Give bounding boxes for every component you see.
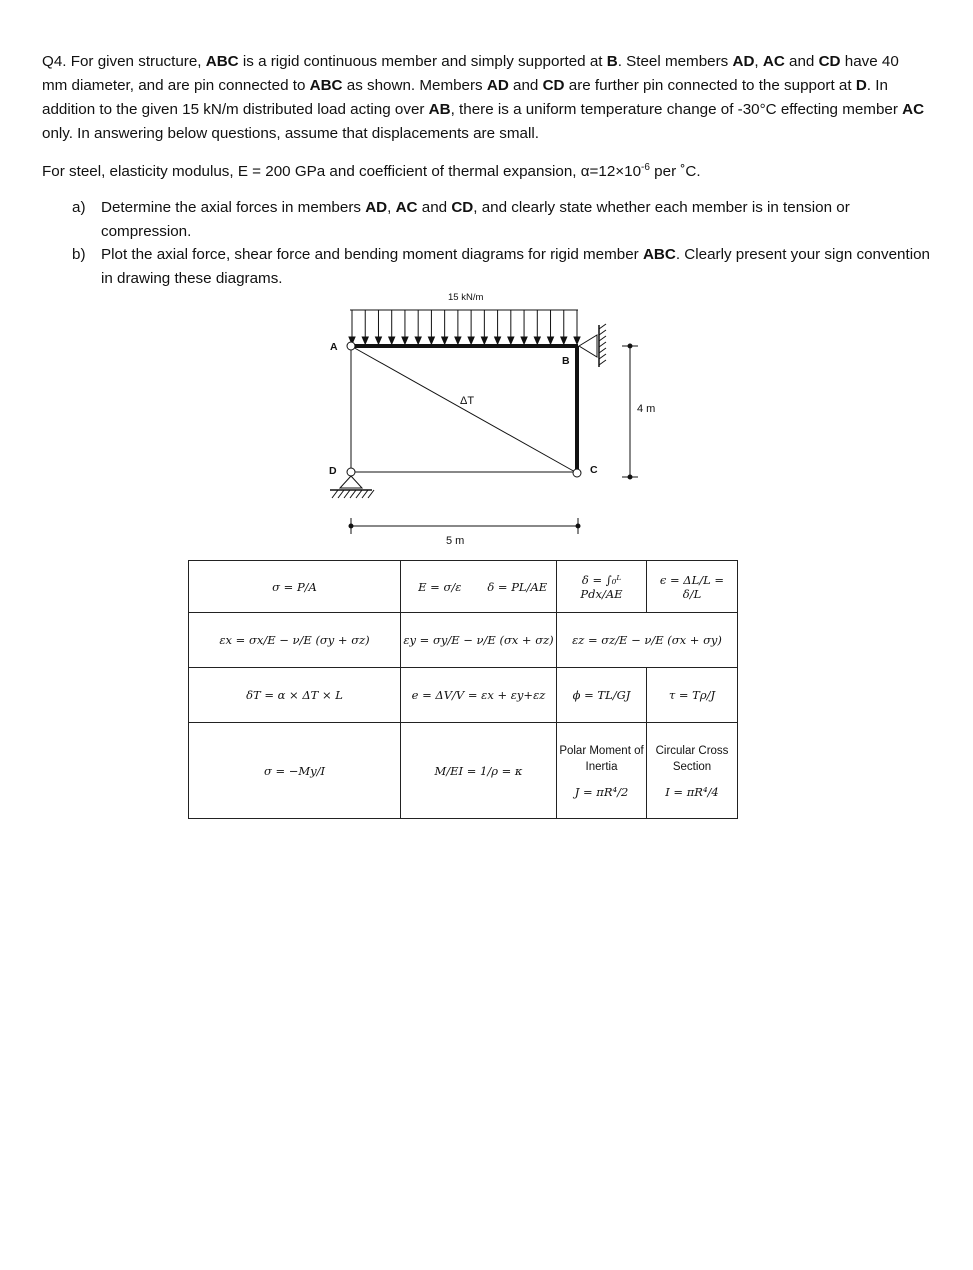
intro-bold: AB	[428, 101, 451, 118]
load-label: 15 kN/m	[448, 292, 484, 303]
props-tail: per ˚C.	[649, 163, 701, 180]
load-arrow-head	[561, 337, 567, 344]
intro-text: have 40 mm diameter, and are pin connected to	[42, 53, 899, 94]
intro-text: ,	[754, 53, 763, 70]
node-b-label: B	[562, 355, 570, 367]
props-text: For steel, elasticity modulus, E = 200 GPa and coefficient of thermal expansion, α=12×10	[42, 163, 642, 180]
intro-bold: ABC	[205, 53, 239, 70]
qa-bold: AD	[365, 199, 388, 216]
load-arrow-head	[415, 337, 421, 344]
load-arrow-head	[468, 337, 474, 344]
height-label: 4 m	[637, 403, 656, 415]
load-arrow-head	[455, 337, 461, 344]
intro-bold: AC	[902, 101, 925, 118]
formula-strain-y: εy = σy/E − ν/E (σx + σz)	[401, 613, 557, 668]
width-label: 5 m	[446, 535, 465, 547]
intro-bold: D	[855, 77, 867, 94]
question-a	[72, 196, 932, 244]
formula-row	[189, 613, 738, 668]
qa-text: and	[417, 199, 452, 216]
formula-flexure-stress: σ = −My/I	[189, 723, 401, 819]
intro-bold: AD	[486, 77, 509, 94]
question-a-text	[101, 196, 932, 244]
formula-row	[189, 668, 738, 723]
intro-text: only. In answering below questions, assume that displacements are small.	[42, 125, 539, 142]
material-properties	[42, 160, 701, 184]
pin-a	[347, 342, 355, 350]
formula-grid	[188, 560, 738, 819]
load-arrow-head	[521, 337, 527, 344]
formula-integral-deformation: δ = ∫₀ᴸ Pdx/AE	[557, 561, 647, 613]
pin-c	[573, 469, 581, 477]
intro-text: Q4. For given structure,	[42, 53, 206, 70]
intro-bold: AD	[732, 53, 755, 70]
polar-moment-title: Polar Moment of Inertia	[559, 744, 644, 773]
qa-bold: AC	[395, 199, 418, 216]
member-ac	[351, 346, 577, 473]
formula-row	[189, 561, 738, 613]
structure-diagram	[300, 285, 660, 555]
load-arrow-head	[362, 337, 368, 344]
formula-strain-x: εx = σx/E − ν/E (σy + σz)	[189, 613, 401, 668]
question-b-label: b)	[72, 246, 86, 263]
intro-text: are further pin connected to the support at	[564, 77, 856, 94]
intro-text: and	[784, 53, 819, 70]
question-b	[72, 243, 932, 291]
load-arrow-head	[442, 337, 448, 344]
load-arrow-head	[402, 337, 408, 344]
intro-text: . Steel members	[617, 53, 733, 70]
load-arrow-head	[428, 337, 434, 344]
formula-modulus: E = σ/ε	[418, 579, 462, 594]
load-arrow-head	[389, 337, 395, 344]
formula-deformation: δ = PL/AE	[487, 579, 548, 594]
load-arrow-head	[534, 337, 540, 344]
intro-bold: CD	[542, 77, 565, 94]
formula-normal-stress: σ = P/A	[189, 561, 401, 613]
formula-strain: ϵ = ΔL/L = δ/L	[647, 561, 738, 613]
formula-dilatation: e = ΔV/V = εx + εy+εz	[401, 668, 557, 723]
intro-paragraph	[42, 50, 927, 146]
circular-section-title: Circular Cross Section	[655, 744, 729, 773]
intro-bold: AC	[762, 53, 785, 70]
structure-drawing	[300, 285, 660, 555]
temperature-label: ΔT	[460, 395, 475, 407]
formula-row	[189, 723, 738, 819]
load-arrow-head	[375, 337, 381, 344]
intro-bold: CD	[818, 53, 841, 70]
question-intro	[42, 50, 927, 146]
load-arrow-head	[508, 337, 514, 344]
intro-text: as shown. Members	[342, 77, 487, 94]
qb-text: . Clearly present your sign convention in drawing these diagrams.	[101, 246, 930, 287]
qb-bold: ABC	[642, 246, 676, 263]
load-arrow-head	[574, 337, 580, 344]
formula-thermal-deformation: δT = α × ΔT × L	[189, 668, 401, 723]
formula-moment-of-inertia: I = πR⁴/4	[665, 784, 719, 799]
question-b-text	[101, 243, 932, 291]
load-arrow-head	[495, 337, 501, 344]
support-b	[579, 324, 606, 367]
intro-text: is a rigid continuous member and simply supported at	[238, 53, 607, 70]
formula-strain-z: εz = σz/E − ν/E (σx + σy)	[557, 613, 738, 668]
intro-text: . In addition to the given 15 kN/m distributed load acting over	[42, 77, 888, 118]
qa-text: Determine the axial forces in members	[101, 199, 366, 216]
formula-modulus-deformation	[401, 561, 557, 613]
node-c-label: C	[590, 464, 598, 476]
load-arrow-head	[481, 337, 487, 344]
dimension-width	[349, 518, 580, 534]
intro-text: and	[508, 77, 543, 94]
formula-curvature: M/EI = 1/ρ = κ	[401, 723, 557, 819]
formula-moment-of-inertia-cell	[647, 723, 738, 819]
question-a-label: a)	[72, 199, 86, 216]
formula-angle-of-twist: ϕ = TL/GJ	[557, 668, 647, 723]
intro-bold: B	[606, 53, 618, 70]
intro-bold: ABC	[309, 77, 343, 94]
formula-polar-moment: J = πR⁴/2	[574, 784, 629, 799]
intro-text: , there is a uniform temperature change of -30°C effecting member	[450, 101, 903, 118]
qa-text: , and clearly state whether each member is in tension or compression.	[101, 199, 850, 240]
props-exponent: -6	[641, 161, 650, 173]
formula-shear-stress: τ = Tρ/J	[647, 668, 738, 723]
node-a-label: A	[330, 341, 338, 353]
qb-text: Plot the axial force, shear force and bending moment diagrams for rigid member	[101, 246, 643, 263]
dimension-height	[622, 344, 638, 479]
load-arrow-head	[548, 337, 554, 344]
distributed-load-arrows	[349, 310, 580, 344]
qa-text: ,	[387, 199, 396, 216]
node-d-label: D	[329, 465, 337, 477]
qa-bold: CD	[451, 199, 474, 216]
formula-table	[188, 560, 737, 818]
formula-polar-moment-cell	[557, 723, 647, 819]
